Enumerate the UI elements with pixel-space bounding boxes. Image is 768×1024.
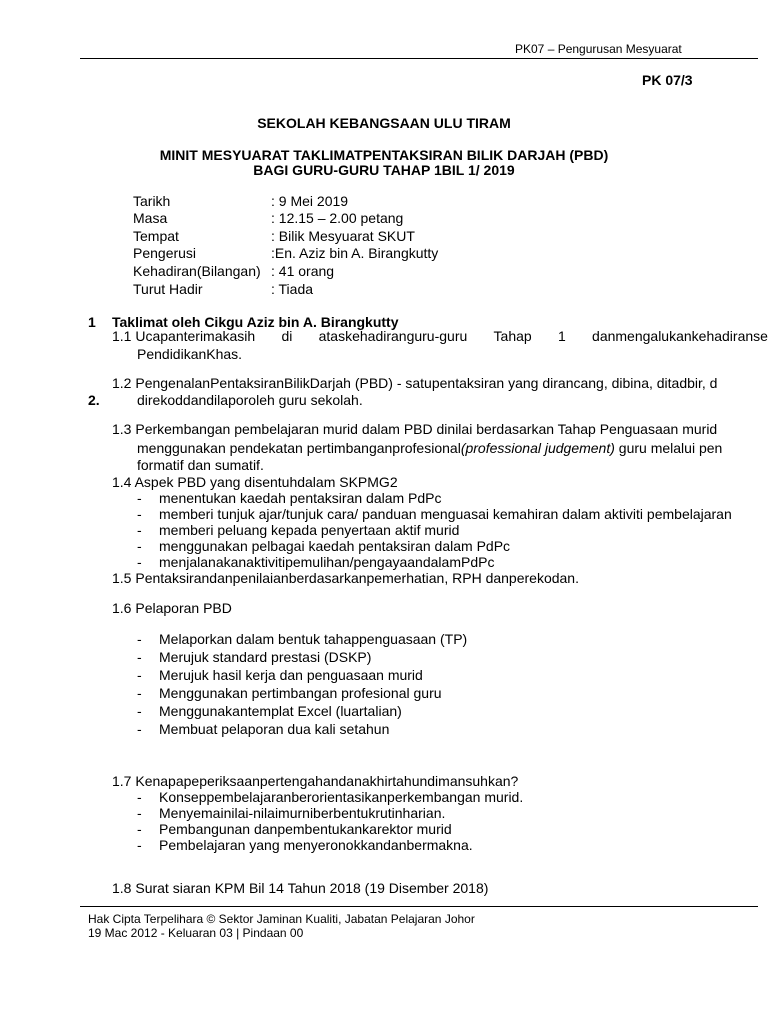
footer-rule [80,906,758,907]
bullet-dash: - [137,522,142,538]
list-item: Menggunakan pertimbangan profesional guru [159,685,442,701]
italic-text: (professional judgement) [460,440,615,456]
bullet-dash: - [137,805,142,821]
list-item: Membuat pelaporan dua kali setahun [159,721,390,737]
list-item: memberi peluang kepada penyertaan aktif murid [159,522,460,538]
item-1-3-line1: 1.3 Perkembangan pembelajaran murid dalam PBD dinilai berdasarkan Tahap Penguasaan murid [112,421,718,437]
form-code: PK 07/3 [642,72,693,88]
bullet-dash: - [137,837,142,853]
list-item: memberi tunjuk ajar/tunjuk cara/ panduan menguasai kemahiran dalam aktiviti pembelajaran [159,506,732,522]
item-1-1-line2: PendidikanKhas. [137,346,243,362]
item-1-3-line2 [137,440,722,456]
bullet-dash: - [137,490,142,506]
list-item: menjalanakanaktivitipemulihan/pengayaandalamPdPc [159,554,495,570]
info-value: : 41 orang [271,263,335,279]
bullet-dash: - [137,721,142,737]
bullet-dash: - [137,631,142,647]
word: 1 [557,328,566,344]
bullet-dash: - [137,506,142,522]
doc-reference: PK07 – Pengurusan Mesyuarat [515,42,682,56]
bullet-dash: - [137,554,142,570]
bullet-dash: - [137,649,142,665]
bullet-dash: - [137,538,142,554]
info-value: : 12.15 – 2.00 petang [271,210,404,226]
section-number: 1 [88,314,96,330]
list-item: Pembangunan danpembentukankarektor murid [159,821,452,837]
word: danmengalukankehadiranse [592,328,768,344]
info-value: : Tiada [271,281,314,297]
info-label: Tempat [133,228,179,244]
list-item: Menyemainilai-nilaimurniberbentukrutinharian. [159,805,446,821]
word: ataskehadiranguru-guru [318,328,468,344]
info-value: : 9 Mei 2019 [271,193,349,209]
item-1-3-line3: formatif dan sumatif. [137,457,264,473]
footer-copyright: Hak Cipta Terpelihara © Sektor Jaminan Kualiti, Jabatan Pelajaran Johor [88,912,475,926]
info-label: Pengerusi [133,245,197,261]
minutes-subtitle: BAGI GURU-GURU TAHAP 1BIL 1/ 2019 [253,162,515,178]
item-1-7-heading: 1.7 Kenapapeperiksaanpertengahandanakhirtahundimansuhkan? [112,773,519,789]
list-item: menggunakan pelbagai kaedah pentaksiran dalam PdPc [159,538,511,554]
word: di [281,328,293,344]
item-1-5: 1.5 Pentaksirandanpenilaianberdasarkanpemerhatian, RPH danperekodan. [112,570,579,586]
word: Tahap [493,328,532,344]
header-rule [80,58,758,59]
info-label: Tarikh [133,193,171,209]
word: 1.1 Ucapanterimakasih [112,328,256,344]
list-item: Pembelajaran yang menyeronokkandanbermakna. [159,837,473,853]
item-1-4-heading: 1.4 Aspek PBD yang disentuhdalam SKPMG2 [112,474,398,490]
section-number-2: 2. [88,392,100,408]
info-label: Turut Hadir [133,281,203,297]
bullet-dash: - [137,667,142,683]
text: menggunakan pendekatan pertimbanganprofesional [137,440,461,456]
item-1-8: 1.8 Surat siaran KPM Bil 14 Tahun 2018 (19 Disember 2018) [112,880,489,896]
info-value: :En. Aziz bin A. Birangkutty [271,245,439,261]
list-item: Konseppembelajaranberorientasikanperkembangan murid. [159,789,524,805]
minutes-title: MINIT MESYUARAT TAKLIMATPENTAKSIRAN BILIK DARJAH (PBD) [159,147,609,163]
list-item: Merujuk hasil kerja dan penguasaan murid [159,667,423,683]
list-item: Menggunakantemplat Excel (luartalian) [159,703,402,719]
list-item: Merujuk standard prestasi (DSKP) [159,649,372,665]
bullet-dash: - [137,789,142,805]
bullet-dash: - [137,685,142,701]
bullet-dash: - [137,703,142,719]
list-item: Melaporkan dalam bentuk tahappenguasaan (TP) [159,631,468,647]
text: guru melalui pen [614,440,723,456]
info-label: Kehadiran(Bilangan) [133,263,261,279]
info-label: Masa [133,210,168,226]
item-1-2-line1: 1.2 PengenalanPentaksiranBilikDarjah (PBD) - satupentaksiran yang dirancang, dibina, ditadbir, d [112,375,718,391]
bullet-dash: - [137,821,142,837]
school-name: SEKOLAH KEBANGSAAN ULU TIRAM [257,115,511,131]
list-item: menentukan kaedah pentaksiran dalam PdPc [159,490,442,506]
item-1-1-line1 [112,328,768,344]
footer-revision: 19 Mac 2012 - Keluaran 03 | Pindaan 00 [88,926,304,940]
item-1-2-line2: direkoddandilaporoleh guru sekolah. [137,392,363,408]
item-1-6-heading: 1.6 Pelaporan PBD [112,600,232,616]
section-heading: Taklimat oleh Cikgu Aziz bin A. Birangkutty [112,314,399,330]
info-value: : Bilik Mesyuarat SKUT [271,228,415,244]
